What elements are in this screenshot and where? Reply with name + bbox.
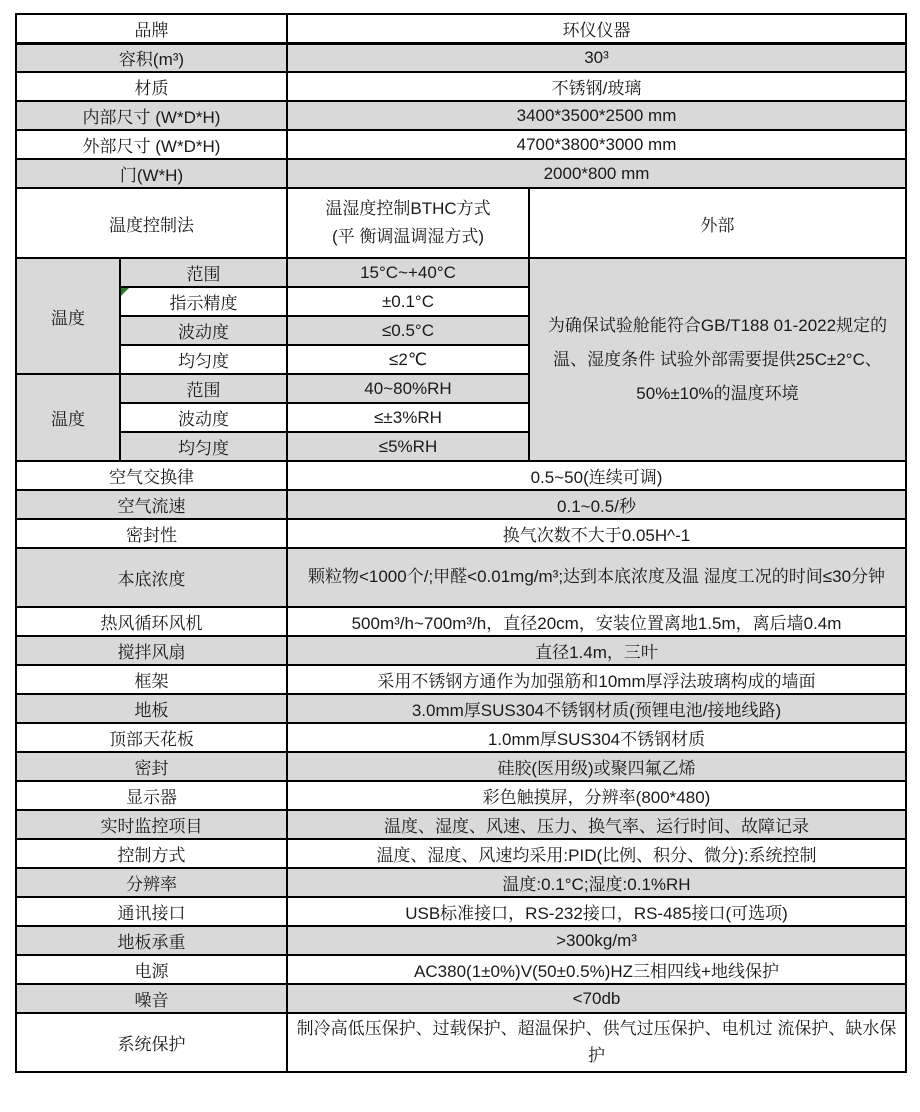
spec-row [16,72,906,101]
cell-corner-flag-icon [121,288,129,296]
spec-value: 不锈钢/玻璃 [287,72,906,101]
spec-label: 搅拌风扇 [16,636,287,665]
spec-sublabel [120,287,287,316]
spec-value: ≤5%RH [287,432,529,461]
spec-label: 密封性 [16,519,287,548]
spec-row [16,490,906,519]
spec-row [16,461,906,490]
spec-label: 密封 [16,752,287,781]
spec-label: 噪音 [16,984,287,1013]
spec-row [16,43,906,72]
spec-label: 空气交换律 [16,461,287,490]
spec-row [16,548,906,607]
spec-label: 电源 [16,955,287,984]
spec-value: 温度、湿度、风速、压力、换气率、运行时间、故障记录 [287,810,906,839]
spec-value: 500m³/h~700m³/h，直径20cm，安装位置离地1.5m，离后墙0.4m [287,607,906,636]
spec-row [16,810,906,839]
humidity-group-label: 温度 [16,374,120,461]
spec-row [16,781,906,810]
spec-row [16,839,906,868]
spec-value: ≤0.5°C [287,316,529,345]
spec-row [16,926,906,955]
spec-sublabel: 范围 [120,374,287,403]
spec-row [16,519,906,548]
spec-sublabel: 均匀度 [120,345,287,374]
external-note: 为确保试验舱能符合GB/T188 01-2022规定的温、湿度条件 试验外部需要提供25C±2°C、50%±10%的温度环境 [529,258,906,461]
spec-value: 换气次数不大于0.05H^-1 [287,519,906,548]
spec-row [16,1013,906,1072]
spec-value: 15°C~+40°C [287,258,529,287]
spec-label: 材质 [16,72,287,101]
spec-value: 采用不锈钢方通作为加强筋和10mm厚浮法玻璃构成的墙面 [287,665,906,694]
spec-label: 温度控制法 [16,188,287,258]
spec-label: 外部尺寸 (W*D*H) [16,130,287,159]
spec-value: USB标准接口，RS-232接口，RS-485接口(可选项) [287,897,906,926]
spec-label: 控制方式 [16,839,287,868]
spec-value: 3400*3500*2500 mm [287,101,906,130]
spec-row [16,14,906,43]
external-header: 外部 [529,188,906,258]
spec-table [15,13,907,1073]
spec-value: 硅胶(医用级)或聚四氟乙烯 [287,752,906,781]
spec-value: 环仪仪器 [287,14,906,43]
spec-label: 内部尺寸 (W*D*H) [16,101,287,130]
temperature-group-label: 温度 [16,258,120,374]
spec-label: 地板承重 [16,926,287,955]
spec-value: ±0.1°C [287,287,529,316]
spec-value: 1.0mm厚SUS304不锈钢材质 [287,723,906,752]
spec-label: 品牌 [16,14,287,43]
spec-sublabel: 波动度 [120,316,287,345]
spec-value: ≤±3%RH [287,403,529,432]
spec-label: 实时监控项目 [16,810,287,839]
control-method-line2: (平 衡调温调湿方式) [331,227,485,246]
control-method-line1: 温湿度控制BTHC方式 [325,198,491,218]
spec-label: 门(W*H) [16,159,287,188]
spec-row [16,101,906,130]
spec-sublabel: 范围 [120,258,287,287]
spec-row [16,130,906,159]
spec-label: 框架 [16,665,287,694]
spec-value: 直径1.4m，三叶 [287,636,906,665]
spec-value: 0.1~0.5/秒 [287,490,906,519]
spec-value: 0.5~50(连续可调) [287,461,906,490]
spec-row [16,159,906,188]
spec-row [16,723,906,752]
spec-row [16,607,906,636]
temp-row [16,258,906,287]
spec-sublabel: 波动度 [120,403,287,432]
spec-label: 分辨率 [16,868,287,897]
spec-label: 显示器 [16,781,287,810]
spec-value: <70db [287,984,906,1013]
spec-row [16,665,906,694]
control-method-row [16,188,906,258]
spec-label: 热风循环风机 [16,607,287,636]
spec-value: 制冷高低压保护、过载保护、超温保护、供气过压保护、电机过 流保护、缺水保护 [287,1013,906,1072]
spec-value: 颗粒物<1000个/;甲醛<0.01mg/m³;达到本底浓度及温 湿度工况的时间≤30分钟 [287,548,906,607]
spec-value: 2000*800 mm [287,159,906,188]
spec-label: 空气流速 [16,490,287,519]
spec-row [16,955,906,984]
spec-row [16,897,906,926]
spec-label: 顶部天花板 [16,723,287,752]
spec-row [16,984,906,1013]
spec-value: 40~80%RH [287,374,529,403]
spec-row [16,636,906,665]
spec-value: 4700*3800*3000 mm [287,130,906,159]
spec-row [16,752,906,781]
spec-value: 30³ [287,43,906,72]
spec-row [16,694,906,723]
spec-label: 地板 [16,694,287,723]
spec-label: 本底浓度 [16,548,287,607]
spec-sublabel-text: 指示精度 [169,294,238,313]
control-method-value [287,188,529,258]
spec-label: 容积(m³) [16,43,287,72]
spec-value: 彩色触摸屏，分辨率(800*480) [287,781,906,810]
spec-row [16,868,906,897]
spec-value: ≤2℃ [287,345,529,374]
spec-value: 3.0mm厚SUS304不锈钢材质(预锂电池/接地线路) [287,694,906,723]
spec-value: 温度:0.1°C;湿度:0.1%RH [287,868,906,897]
spec-sublabel: 均匀度 [120,432,287,461]
spec-label: 通讯接口 [16,897,287,926]
spec-label: 系统保护 [16,1013,287,1072]
spec-value: 温度、湿度、风速均采用:PID(比例、积分、微分):系统控制 [287,839,906,868]
spec-value: AC380(1±0%)V(50±0.5%)HZ三相四线+地线保护 [287,955,906,984]
spec-value: >300kg/m³ [287,926,906,955]
